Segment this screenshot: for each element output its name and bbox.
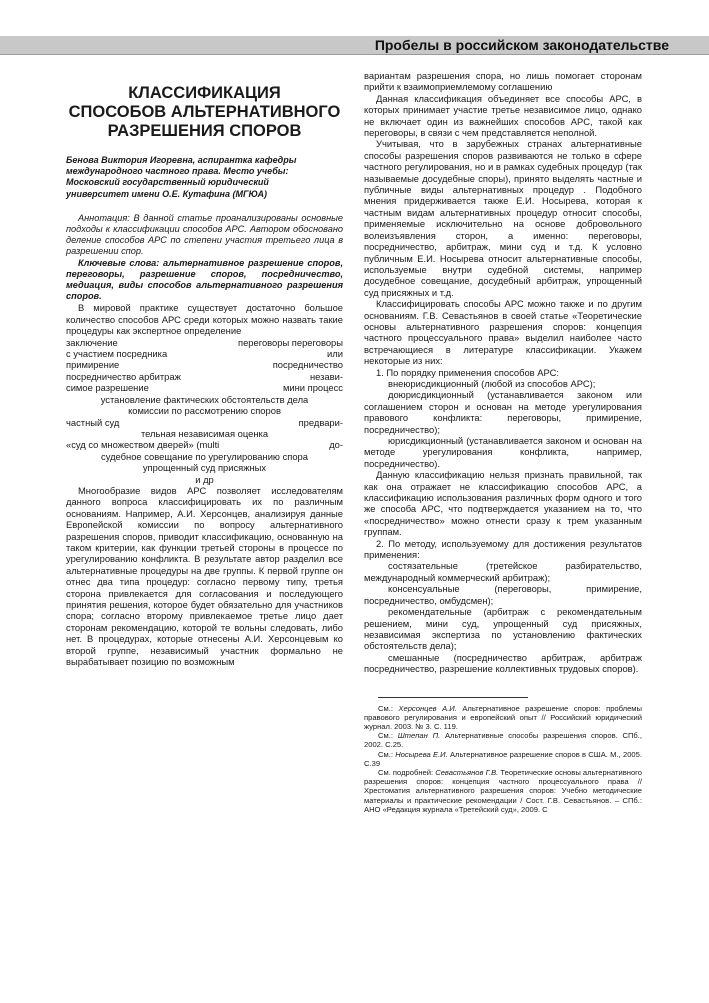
body-paragraph: Данную классификацию нельзя признать правильной, так как она отражает не классификацию способов АРС, а классификацию использования различных форм одного и того же способа АРС, что подтверждается указанием на то, что «посредничество» можно отнести сразу к трем указанным группам. [364,469,642,538]
procedure-row: упрощенный суд присяжных [142,462,267,474]
procedure-term: предвари- [298,416,343,428]
procedure-row [66,348,343,359]
body-paragraph: Данная классификация объединяет все способы АРС, в которых принимает участие третье независимое лицо, однако не включает один из важнейших способов АРС, такой как переговоры, в связи с чем представляется неполной. [364,92,642,139]
body-paragraph: вариантам разрешения спора, но лишь помогает сторонам прийти к взаимоприемлемому соглашению [364,70,642,93]
body-paragraph: Классифицировать способы АРС можно также и по другим основаниям. Г.В. Севастьянов в своей статье «Теоретические основы альтернативного разрешения споров: концепция частного процессуального права» выделил наиболее часто встречающиеся в литературе классификации. Укажем некоторые из них: [364,298,642,367]
list-item: внеюрисдикционный (любой из способов АРС); [388,377,596,389]
list-heading: 2. По методу, используемому для достижения результатов применения: [364,537,642,561]
procedure-term: переговоры переговоры [238,336,343,348]
body-paragraph: Учитывая, что в зарубежных странах альтернативные способы разрешения споров развиваются не только в сфере частного регулирования, но и в рамках судебных процедур (так называемые досудебные споры), принято выделять частные и публичные виды альтернативных процедур . Подобного мнения придерживается также Е.И. Носырева, которая к частным видам альтернативных процедур относит способы, применяемые исключительно на основе добровольного волеизъявления сторон, а именно: переговоры, посредничество, арбитраж, мини суд и т.д. К условно публичным Е.И. Носырева относит альтернативные способы, используемые внутри судебной системы, например досудебное совещание, досудебный арбитраж, упрощенный суд присяжных и т.д. [364,138,642,298]
left-column [66,78,343,667]
intro-paragraph: В мировой практике существует достаточно большое количество способов АРС среди которых можно назвать такие процедуры как экспертное определение [66,302,343,337]
footnote-separator [378,697,528,698]
procedure-term: до- [329,439,343,451]
procedure-row: тельная независимая оценка [140,427,269,439]
procedure-term: «суд со множеством дверей» (multi [66,439,220,451]
procedure-row: судебное совещание по урегулированию спора [101,450,308,462]
procedure-term: симое разрешение [66,382,149,394]
running-header [0,36,709,55]
procedure-term: частный суд [66,416,120,428]
title-line: КЛАССИФИКАЦИЯ [128,84,281,102]
procedure-row: установление фактических обстоятельств дела [100,393,309,405]
keywords-text: альтернативное разрешение споров, переговоры, разрешение споров, посредничество, медиация, виды способов альтернативного разрешения споров. [66,257,343,302]
procedure-term: с участием посредника [66,348,168,360]
body-paragraph: Многообразие видов АРС позволяет исследователям данного вопроса классифицировать их по различным основаниям. Например, А.И. Херсонцев, анализируя данные Европейской комиссии по вопросу альтернативного разрешения споров, приводит классификацию, основанную на таком критерии, как функции третьей стороны в процессе по урегулированию конфликта. В результате автор разделил все альтернативные процедуры на две группы. К первой группе он отнес два типа процедур: согласно первому типу, третья сторона привлекается для согласования и последующего принятия решения, которое будет обязательно для участников спора; согласно второму привлекаемое третье лицо дает сторонам рекомендацию, которой те вольны следовать, либо нет. В процедурах, которые отнесены А.И. Херсонцевым ко второй группе, независимый участник формально не вырабатывает позицию по возможным [66,484,343,668]
procedure-term: посредничество арбитраж [66,370,181,382]
footnote: См.: Херсонцев А.И. Альтернативное разрешение споров: проблемы правового регулирования и европейский опыт // Российский юридический журнал. 2003. № 3. С. 119. [364,703,642,731]
footnote: См. подробней: Севастьянов Г.В. Теоретические основы альтернативного разрешения споров: концепция частного процессуального права // Хрестоматия альтернативного разрешения споров: Учебно методические материалы и практические рекомендации / Сост. Г.В. Севастьянов. – СПб.: АНО «Редакция журнала «Третейский суд», 2009. С [364,767,642,814]
section-title: Пробелы в российском законодательстве [374,37,669,53]
procedures-list [66,337,343,485]
procedure-term: незави- [309,370,343,382]
author-line: международного частного права. Место учебы: [66,166,289,177]
author-line: Бенова Виктория Игоревна, аспирантка кафедры [66,155,297,165]
procedure-term: мини процесс [282,382,343,394]
list-item: состязательные (третейское разбирательство, международный коммерческий арбитраж); [364,560,642,583]
list-item: юрисдикционный (устанавливается законом и основан на методе урегулирования конфликта, например, посредничество). [364,435,642,469]
procedure-term: примирение [66,359,120,371]
footnotes [364,704,642,814]
procedure-row: комиссии по рассмотрению споров [128,405,281,417]
footnote: См.: Штепан П. Альтернативные способы разрешения споров. СПб., 2002. С.25. [364,731,642,750]
list-item: рекомендательные (арбитраж с рекомендательным решением, мини суд, упрощенный суд присяжных, независимая экспертиза по установлению фактических обстоятельств дела); [364,606,642,652]
list-item: консенсуальные (переговоры, примирение, посредничество, омбудсмен); [364,583,642,606]
procedure-row [66,337,343,348]
title-line: СПОСОБОВ АЛЬТЕРНАТИВНОГО [68,103,341,121]
list-item: смешанные (посредничество арбитраж, арбитраж посредничество, разрешение коллективных трудовых споров). [364,651,642,675]
author-line: Московский государственный юридический [66,177,269,188]
right-column [364,70,642,814]
procedure-row [66,371,343,382]
procedure-row [66,417,343,428]
title-line: РАЗРЕШЕНИЯ СПОРОВ [107,122,302,140]
procedure-row: и др [195,473,214,485]
procedure-row [66,359,343,370]
procedure-term: или [327,348,343,360]
list-heading: 1. По порядку применения способов АРС: [376,366,560,378]
procedure-row [66,439,343,450]
list-item: доюрисдикционный (устанавливается законом или соглашением сторон и основан на методе урегулирования правового конфликта: переговоры, примирение, посредничество); [364,389,642,435]
author-info [66,155,343,200]
author-line: университет имени О.Е. Кутафина (МГЮА) [66,188,268,199]
footnote: См.: Носырева Е.И. Альтернативное разрешение споров в США. М., 2005. С.39 [364,749,642,768]
procedure-row [66,382,343,393]
abstract: Аннотация: В данной статье проанализированы основные подходы к классификации способов АРС. Автором обосновано деление способов АРС по степени участия третьего лица в разрешении спор. [66,212,343,257]
keywords [66,258,343,303]
procedure-term: заключение [66,336,118,348]
keywords-label: Ключевые слова: [78,257,160,268]
article-title [66,84,343,141]
procedure-term: посредничество [272,359,343,371]
